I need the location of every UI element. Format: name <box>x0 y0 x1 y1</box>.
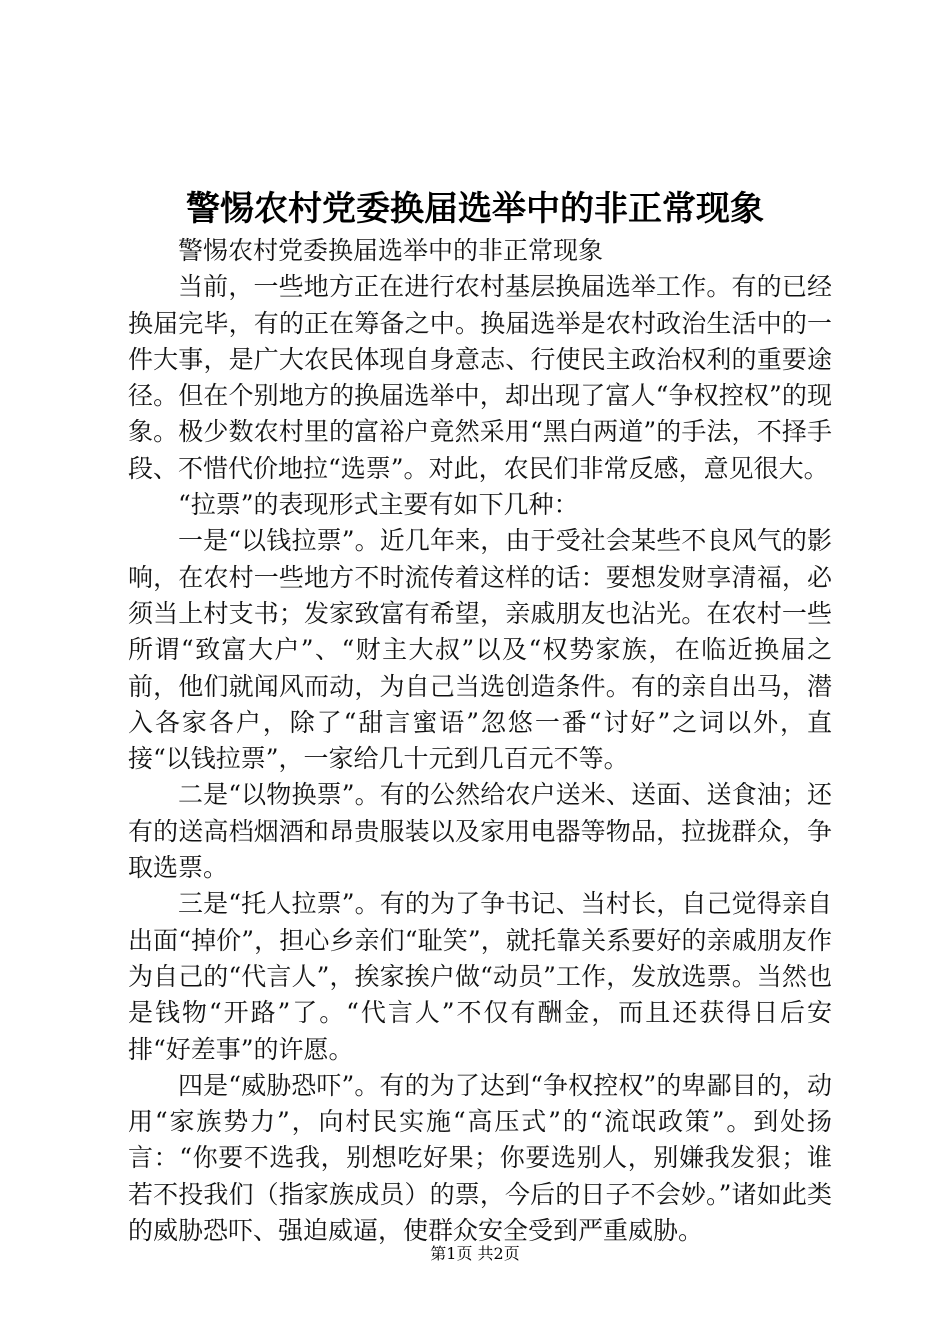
paragraph-threats: 四是“威胁恐吓”。有的为了达到“争权控权”的卑鄙目的，动用“家族势力”，向村民实施“高压式”的“流氓政策”。到处扬言：“你要不选我，别想吃好果；你要选别人，别嫌我发狠；谁若不投我们（指家族成员）的票，今后的日子不会妙。”诸如此类的威胁恐吓、强迫威逼，使群众安全受到严重威胁。 <box>128 1070 832 1246</box>
page-number-footer: 第1页 共2页 <box>430 1244 520 1263</box>
document-title: 警惕农村党委换届选举中的非正常现象 <box>186 189 764 229</box>
paragraph-goods-votes: 二是“以物换票”。有的公然给农户送米、送面、送食油；还有的送高档烟酒和昂贵服装以及家用电器等物品，拉拢群众，争取选票。 <box>128 780 832 883</box>
paragraph-forms-heading: “拉票”的表现形式主要有如下几种： <box>178 490 579 520</box>
paragraph-money-votes: 一是“以钱拉票”。近几年来，由于受社会某些不良风气的影响，在农村一些地方不时流传着这样的话：要想发财享清福，必须当上村支书；发家致富有希望，亲戚朋友也沾光。在农村一些所谓“致富大户”、“财主大叔”以及“权势家族，在临近换届之前，他们就闻风而动，为自己当选创造条件。有的亲自出马，潜入各家各户，除了“甜言蜜语”忽悠一番“讨好”之词以外，直接“以钱拉票”，一家给几十元到几百元不等。 <box>128 526 832 774</box>
paragraph-intro: 当前，一些地方正在进行农村基层换届选举工作。有的已经换届完毕，有的正在筹备之中。换届选举是农村政治生活中的一件大事，是广大农民体现自身意志、行使民主政治权利的重要途径。但在个别地方的换届选举中，却出现了富人“争权控权”的现象。极少数农村里的富裕户竟然采用“黑白两道”的手法，不择手段、不惜代价地拉“选票”。对此，农民们非常反感，意见很大。 <box>128 272 832 483</box>
paragraph-proxy-votes: 三是“托人拉票”。有的为了争书记、当村长，自己觉得亲自出面“掉价”，担心乡亲们“耻笑”，就托靠关系要好的亲戚朋友作为自己的“代言人”，挨家挨户做“动员”工作，发放选票。当然也是钱物“开路”了。“代言人”不仅有酬金，而且还获得日后安排“好差事”的许愿。 <box>128 889 832 1064</box>
paragraph-subtitle: 警惕农村党委换届选举中的非正常现象 <box>178 236 604 265</box>
document-body <box>128 233 832 1249</box>
